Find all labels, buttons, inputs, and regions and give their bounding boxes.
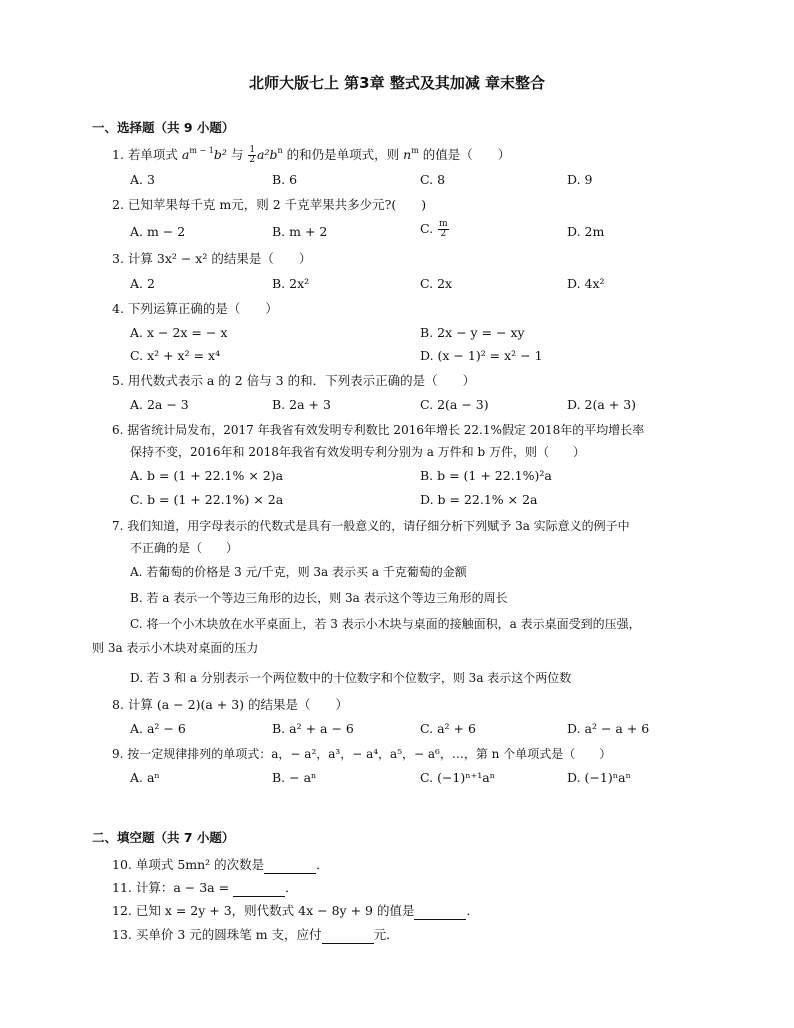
q9-option-b: B. − aⁿ <box>272 770 317 785</box>
fraction-one-half: $\frac{1}{2}$ <box>249 145 256 165</box>
section-heading-fill-in: 二、填空题（共 7 小题） <box>92 830 235 845</box>
q3-option-b: B. 2x² <box>272 276 310 291</box>
question-11: 11. 计算：a − 3a = ． <box>112 880 298 895</box>
q4-option-d: D. (x − 1)² = x² − 1 <box>420 348 543 363</box>
q7-option-b: B. 若 a 表示一个等边三角形的边长，则 3a 表示这个等边三角形的周长 <box>130 591 508 605</box>
q8-option-a: A. a² − 6 <box>130 721 186 736</box>
question-2-stem: 2. 已知苹果每千克 m元，则 2 千克苹果共多少元?( ) <box>112 197 427 212</box>
q9-option-a: A. aⁿ <box>130 770 160 785</box>
q5-option-b: B. 2a + 3 <box>272 397 331 412</box>
q9-option-d: D. (−1)ⁿaⁿ <box>567 770 631 785</box>
fraction-m-over-2: $\frac{m}{2}$ <box>439 219 448 239</box>
question-5-stem: 5. 用代数式表示 a 的 2 倍与 3 的和．下列表示正确的是（ ） <box>112 373 476 388</box>
q2-option-c: C. $\frac{m}{2}$ <box>420 219 448 239</box>
answer-blank[interactable] <box>233 880 285 897</box>
q7-option-a: A. 若葡萄的价格是 3 元/千克，则 3a 表示买 a 千克葡萄的金额 <box>130 565 467 579</box>
question-3-stem: 3. 计算 3x² − x² 的结果是（ ） <box>112 251 312 266</box>
question-12: 12. 已知 x = 2y + 3，则代数式 4x − 8y + 9 的值是 ． <box>112 903 479 918</box>
q6-option-c: C. b = (1 + 22.1%) × 2a <box>130 492 284 507</box>
q5-option-c: C. 2(a − 3) <box>420 397 489 412</box>
q6-option-d: D. b = 22.1% × 2a <box>420 492 538 507</box>
question-1-stem: 1. 若单项式 $a^{m - 1}b^2$ 与 $\frac{1}{2}$ $a^2b^n$ 的和仍是单项式，则 $n^m$ 的值是（ ） <box>112 145 511 165</box>
q1-option-b: B. 6 <box>272 172 298 187</box>
q1-option-a: A. 3 <box>130 172 155 187</box>
q6-option-a: A. b = (1 + 22.1% × 2)a <box>130 468 284 483</box>
question-13: 13. 买单价 3 元的圆珠笔 m 支，应付 元． <box>112 927 399 942</box>
question-8-stem: 8. 计算 (a − 2)(a + 3) 的结果是（ ） <box>112 697 349 712</box>
q7-option-d: D. 若 3 和 a 分别表示一个两位数中的十位数字和个位数字，则 3a 表示这个两位数 <box>130 671 572 685</box>
q1-option-d: D. 9 <box>567 172 593 187</box>
question-7-stem-line-2: 不正确的是（ ） <box>130 541 239 555</box>
question-6-stem-line-1: 6. 据省统计局发布，2017 年我省有效发明专利数比 2016年增长 22.1%假定 2018年的平均增长率 <box>112 423 645 437</box>
q8-option-c: C. a² + 6 <box>420 721 476 736</box>
q4-option-a: A. x − 2x = − x <box>130 325 228 340</box>
question-6-stem-line-2: 保持不变，2016年和 2018年我省有效发明专利分别为 a 万件和 b 万件，则（ ） <box>130 445 585 459</box>
q2-option-b: B. m + 2 <box>272 224 328 239</box>
section-heading-choice: 一、选择题（共 9 小题） <box>92 120 235 135</box>
q1-option-c: C. 8 <box>420 172 446 187</box>
q4-option-c: C. x² + x² = x⁴ <box>130 348 221 363</box>
q7-option-c-line-2: 则 3a 表示小木块对桌面的压力 <box>92 641 259 655</box>
q3-option-a: A. 2 <box>130 276 155 291</box>
question-9-stem: 9. 按一定规律排列的单项式：a，− a²，a³，− a⁴，a⁵，− a⁶，…，第 n 个单项式是（ ） <box>112 747 612 761</box>
question-7-stem-line-1: 7. 我们知道，用字母表示的代数式是具有一般意义的，请仔细分析下列赋予 3a 实际意义的例子中 <box>112 519 630 533</box>
question-4-stem: 4. 下列运算正确的是（ ） <box>112 301 278 316</box>
answer-blank[interactable] <box>322 927 374 944</box>
answer-blank[interactable] <box>414 903 466 920</box>
page-title: 北师大版七上 第3章 整式及其加减 章末整合 <box>248 74 546 92</box>
q3-option-d: D. 4x² <box>567 276 605 291</box>
q3-option-c: C. 2x <box>420 276 453 291</box>
q5-option-d: D. 2(a + 3) <box>567 397 637 412</box>
q9-option-c: C. (−1)ⁿ⁺¹aⁿ <box>420 770 496 785</box>
question-10: 10. 单项式 5mn² 的次数是 ． <box>112 857 329 872</box>
q2-option-d: D. 2m <box>567 224 605 239</box>
q8-option-d: D. a² − a + 6 <box>567 721 650 736</box>
q6-option-b: B. b = (1 + 22.1%)²a <box>420 468 552 483</box>
q2-option-a: A. m − 2 <box>130 224 186 239</box>
q7-option-c-line-1: C. 将一个小木块放在水平桌面上，若 3 表示小木块与桌面的接触面积，a 表示桌面受到的压强， <box>130 617 641 631</box>
answer-blank[interactable] <box>264 857 316 874</box>
q5-option-a: A. 2a − 3 <box>130 397 189 412</box>
q4-option-b: B. 2x − y = − xy <box>420 325 525 340</box>
q8-option-b: B. a² + a − 6 <box>272 721 354 736</box>
